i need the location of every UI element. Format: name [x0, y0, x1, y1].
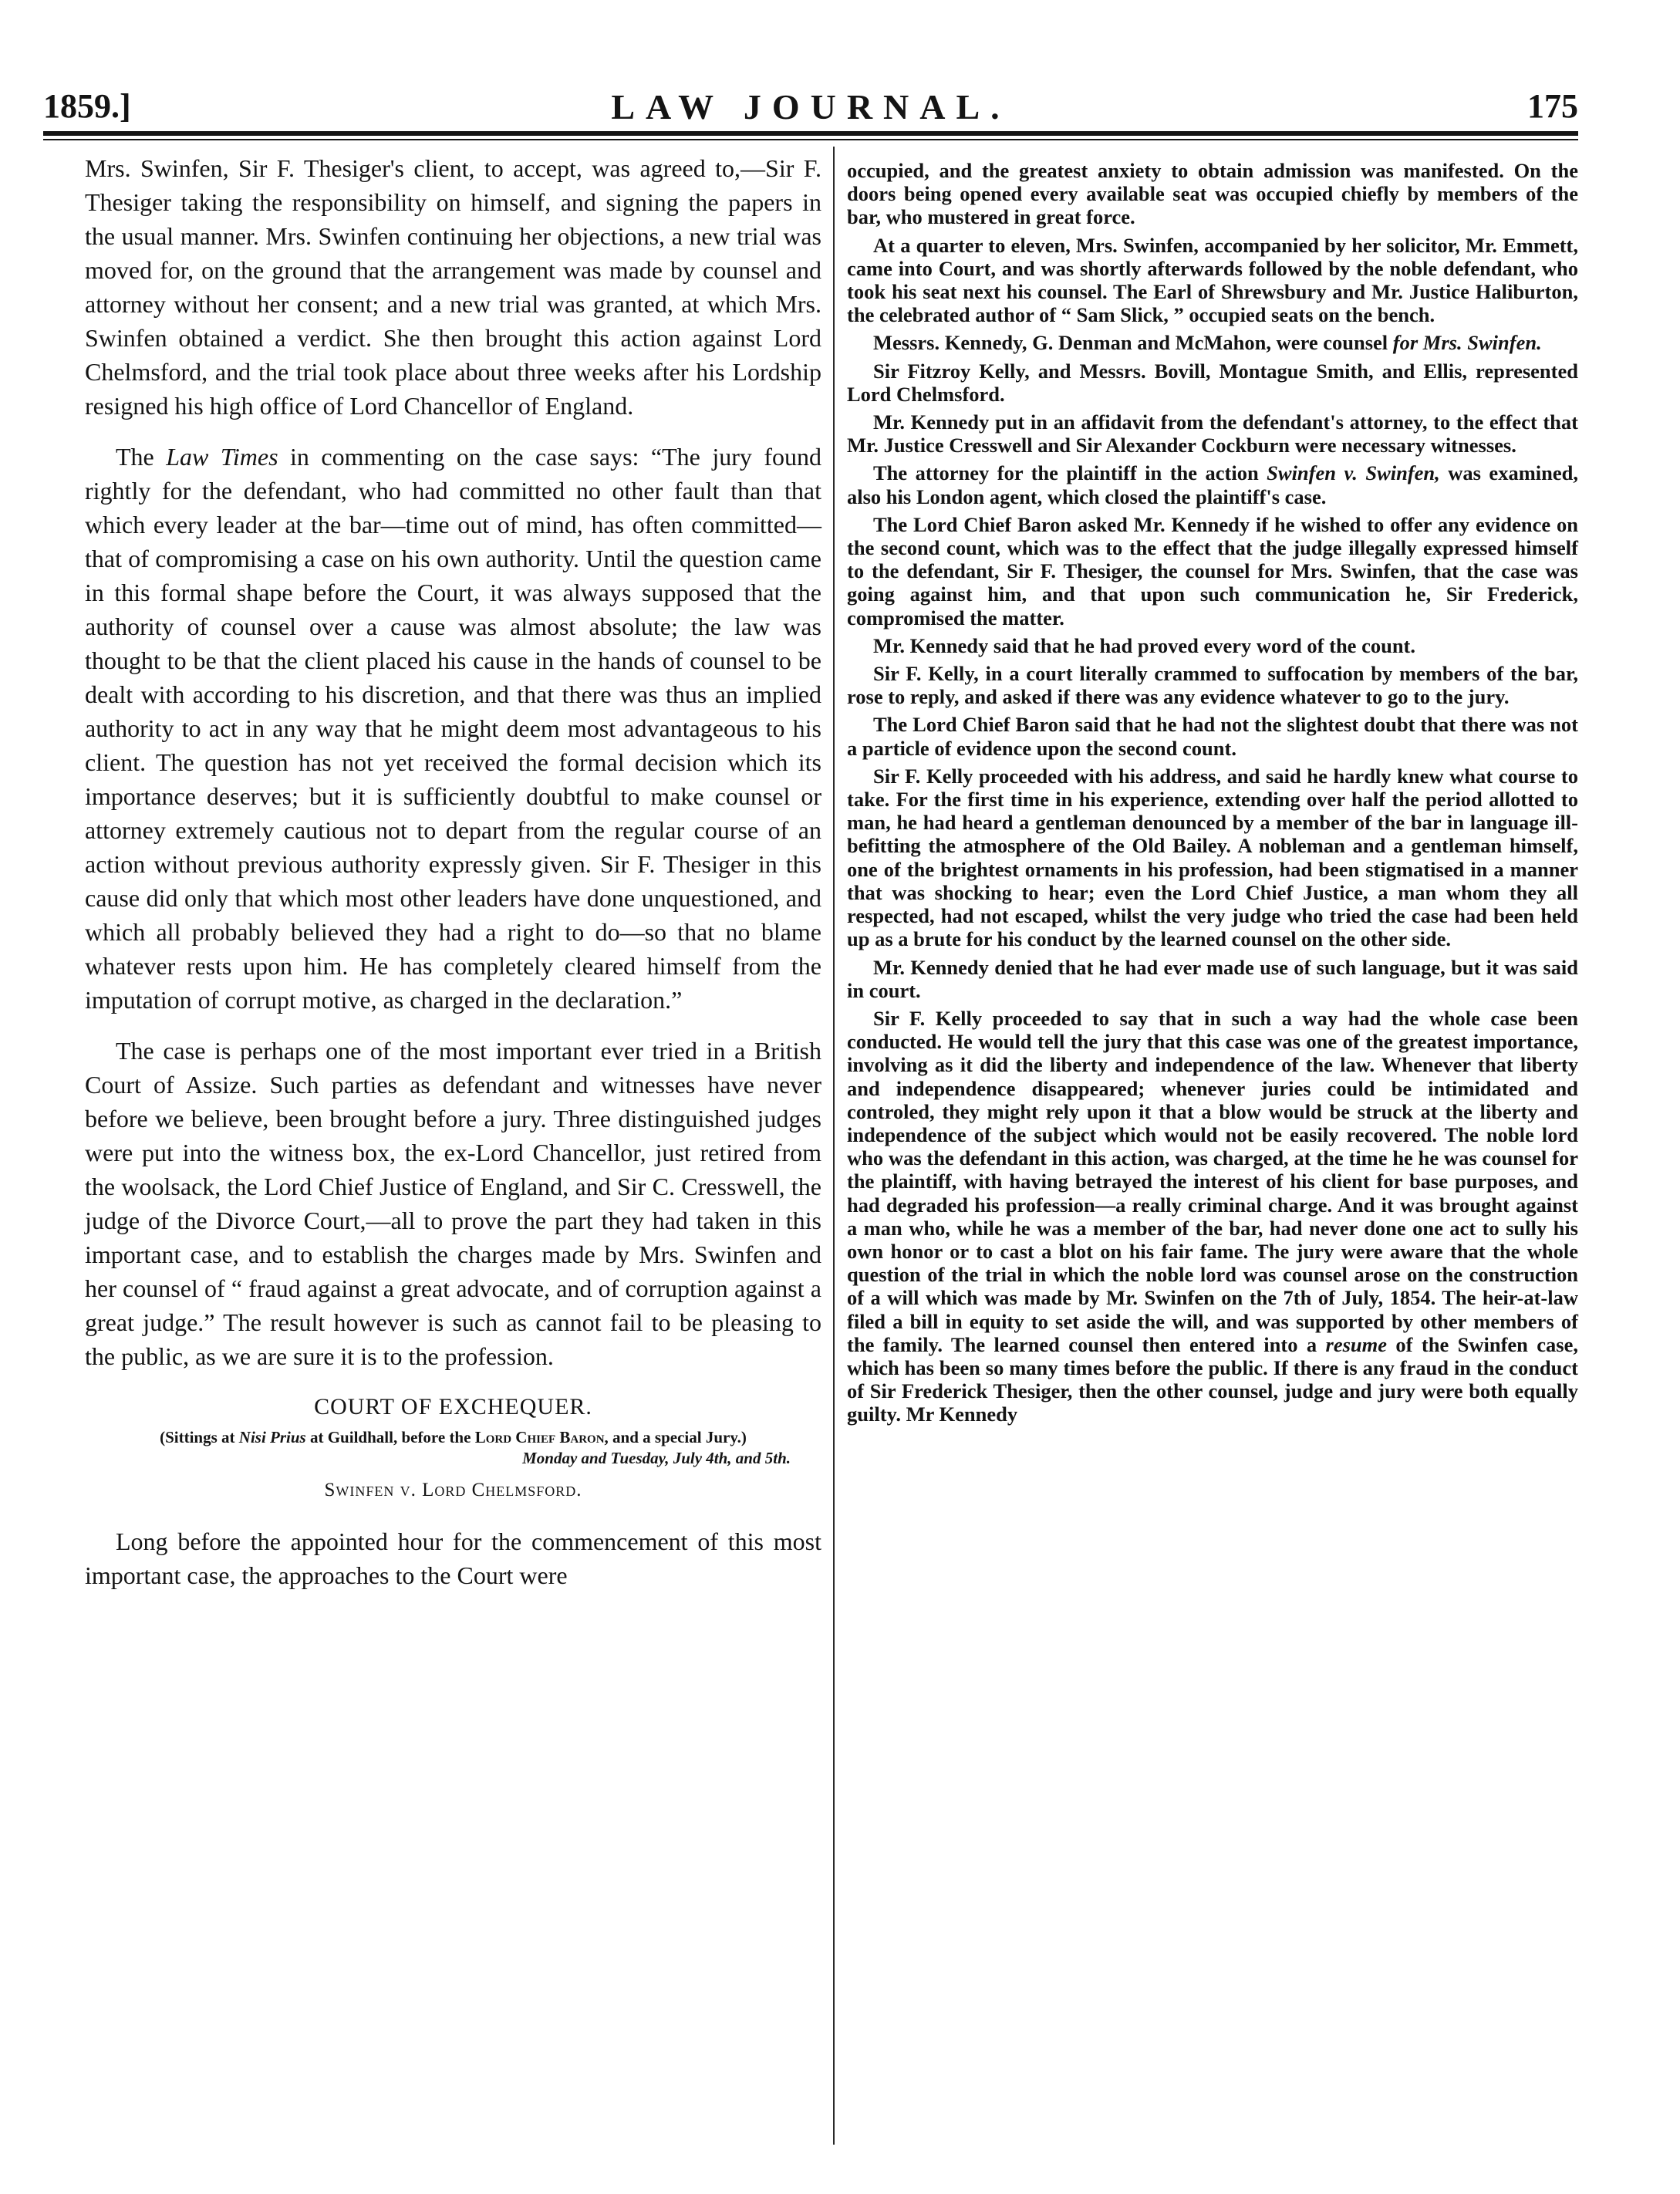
paragraph: Mrs. Swinfen, Sir F. Thesiger's client, to accept, was agreed to,—Sir F. Thesiger taking the responsibility on himself, and signing the papers in the usual manner. Mrs. Swinfen continuing her objections, a new trial was moved for, on the ground that the arrangement was made by counsel and attorney without her consent; and a new trial was granted, at which Mrs. Swinfen obtained a verdict. She then brought this action against Lord Chelmsford, and the trial took place about three weeks after his Lordship resigned his high office of Lord Chancellor of England. [85, 154, 821, 420]
paragraph: Sir Fitzroy Kelly, and Messrs. Bovill, Montague Smith, and Ellis, represented Lord Chelmsford. [847, 359, 1578, 406]
italic-text: Swinfen v. Swinfen, [1267, 461, 1440, 485]
text-run: of the Swinfen case, which has been so many times before the public. If there is any fraud in the conduct of Sir Frederick Thesiger, then the other counsel, judge and jury were both equally guilty. Mr Kennedy [847, 1332, 1578, 1426]
text-run: (Sittings at [160, 1428, 239, 1446]
text-run: Messrs. Kennedy, G. Denman and McMahon, were counsel [873, 331, 1393, 355]
paragraph: Mr. Kennedy denied that he had ever made use of such language, but it was said in court. [847, 955, 1578, 1002]
case-title: Swinfen v. Lord Chelmsford. [324, 1480, 582, 1500]
page-number: 175 [1527, 87, 1578, 125]
paragraph: occupied, and the greatest anxiety to obtain admission was manifested. On the doors being opened every available seat was occupied chiefly by members of the bar, who mustered in great force. [847, 159, 1578, 229]
paragraph: Sir F. Kelly, in a court literally crammed to suffocation by members of the bar, rose to reply, and asked if there was any evidence whatever to go to the jury. [847, 662, 1578, 709]
paragraph [85, 440, 821, 1017]
paragraph: At a quarter to eleven, Mrs. Swinfen, accompanied by her solicitor, Mr. Emmett, came into Court, and was shortly afterwards followed by the noble defendant, who took his seat next his counsel. The Earl of Shrewsbury and Mr. Justice Haliburton, the celebrated author of “ Sam Slick, ” occupied seats on the bench. [847, 233, 1578, 327]
journal-title: LAW JOURNAL. [611, 87, 1010, 127]
sitting-dates: Monday and Tuesday, July 4th, and 5th. [522, 1449, 791, 1467]
paragraph [847, 461, 1578, 508]
text-run: The attorney for the plaintiff in the action [873, 461, 1267, 485]
right-column [847, 159, 1578, 1431]
text-run: was examined, also his London agent, which closed the plaintiff's case. [847, 461, 1578, 508]
paragraph: The Lord Chief Baron asked Mr. Kennedy if he wished to offer any evidence on the second count, which was to the effect that the judge illegally expressed himself to the defendant, Sir F. Thesiger, the counsel for Mrs. Swinfen, that the case was going against him, and that upon such communication he, Sir Frederick, compromised the matter. [847, 512, 1578, 630]
italic-text: Law Times [166, 443, 278, 471]
page-header [43, 86, 1578, 133]
small-caps-text: Lord Chief Baron [474, 1428, 605, 1446]
paragraph [847, 331, 1578, 354]
paragraph [847, 1007, 1578, 1426]
text-run: at Guildhall, before the [305, 1428, 475, 1446]
paragraph: The case is perhaps one of the most important ever tried in a British Court of Assize. Such parties as defendant and witnesses have never before we believe, been brought before a jury. Three distinguished judges were put into the witness box, the ex-Lord Chancellor, just retired from the woolsack, the Lord Chief Justice of England, and Sir C. Cresswell, the judge of the Divorce Court,—all to prove the part they had taken in this important case, and to establish the charges made by Mrs. Swinfen and her counsel of “ fraud against a great advocate, and of corruption against a great judge.” The result however is such as cannot fail to be pleasing to the public, as we are sure it is to the profession. [85, 1037, 821, 1370]
text-run: The [116, 443, 167, 471]
sittings-note [85, 1427, 821, 1447]
header-rule-thin [43, 139, 1578, 140]
italic-text: for Mrs. Swinfen. [1392, 331, 1542, 355]
text-run: , and a special Jury.) [604, 1428, 747, 1446]
paragraph: Mr. Kennedy said that he had proved every word of the count. [873, 633, 1416, 657]
paragraph: Long before the appointed hour for the commencement of this most important case, the approaches to the Court were [85, 1527, 821, 1589]
italic-text: Nisi Prius [238, 1428, 306, 1446]
left-column [85, 151, 821, 1609]
paragraph: Mr. Kennedy put in an affidavit from the defendant's attorney, to the effect that Mr. Justice Cresswell and Sir Alexander Cockburn were necessary witnesses. [847, 410, 1578, 457]
column-divider [833, 147, 835, 2145]
text-run: Sir F. Kelly proceeded to say that in such a way had the whole case been conducted. He would tell the jury that this case was one of the greatest importance, involving as it did the liberty and independence of the law. Whenever that liberty and independence disappeared; whenever juries could be intimidated and controled, they might rely upon it that a blow would be struck at the liberty and independence of the subject which would not be easily recovered. The noble lord who was the defendant in this action, was charged, at the time he he was counsel for the plaintiff, with having betrayed the interest of his client for base purposes, and had degraded his profession—a really criminal charge. And it was brought against a man who, while he was a member of the bar, had never done one act to sully his own honor or to cast a blot on his fair fame. The jury were aware that the whole question of the trial in which the noble lord was counsel arose on the construction of a will which was made by Mr. Swinfen on the 7th of July, 1854. The heir-at-law filed a bill in equity to set aside the will, and was supported by other members of the family. The learned counsel then entered into a [847, 1006, 1578, 1356]
paragraph: The Lord Chief Baron said that he had not the slightest doubt that there was not a particle of evidence upon the second count. [847, 713, 1578, 760]
header-year: 1859.] [43, 87, 131, 125]
court-heading: COURT OF EXCHEQUER. [314, 1394, 592, 1419]
header-rule-thick [43, 131, 1578, 136]
italic-text: resume [1325, 1332, 1388, 1356]
paragraph: Sir F. Kelly proceeded with his address, and said he hardly knew what course to take. For the first time in his experience, extending over half the period allotted to man, he had heard a gentleman denounced by a member of the bar in language ill-befitting the atmosphere of the Old Bailey. A nobleman and a gentleman himself, one of the brightest ornaments in his profession, had been stigmatised in a manner that was shocking to hear; even the Lord Chief Justice, a man whom they all respected, had not escaped, whilst the very judge who tried the case had been held up as a brute for his conduct by the learned counsel on the other side. [847, 764, 1578, 951]
text-run: in commenting on the case says: “The jury found rightly for the defendant, who had committed no other fault than that which every leader at the bar—time out of mind, has often committed—that of compromising a case on his own authority. Until the question came in this formal shape before the Court, it was always supposed that the authority of counsel over a cause was almost absolute; the law was thought to be that the client placed his cause in the hands of counsel to be dealt with according to his discretion, and that there was thus an implied authority to act in any way that he might deem most advantageous to his client. The question has not yet received the formal decision which its importance deserves; but it is sufficiently doubtful to make counsel or attorney extremely cautious not to depart from the regular course of an action without previous authority expressly given. Sir F. Thesiger in this cause did only that which most other leaders have done unquestioned, and which all probably believed they had a right to do—so that no blame whatever rests upon him. He has completely cleared himself from the imputation of corrupt motive, as charged in the declaration.” [85, 443, 822, 1014]
